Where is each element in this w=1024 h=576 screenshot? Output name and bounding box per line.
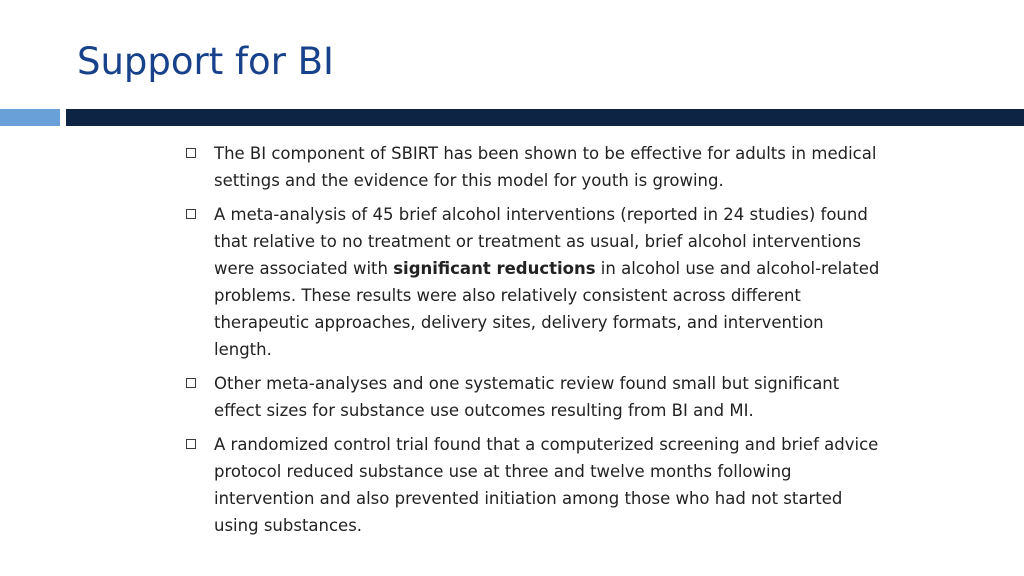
slide-title: Support for BI (77, 40, 334, 83)
title-band-accent (0, 109, 60, 126)
bullet-item (186, 201, 886, 363)
bullet-text: Other meta-analyses and one systematic review found small but significant effect sizes for substance use outcomes resulting from BI and MI. (214, 374, 840, 420)
bullet-list (186, 140, 886, 546)
bullet-text-part: in alcohol use and alcohol-related problems. These results were also relatively consistent across different therapeutic approaches, delivery sites, delivery formats, and intervention length. (214, 259, 880, 359)
bullet-item (186, 370, 886, 424)
bullet-text (214, 201, 886, 363)
bullet-item (186, 431, 886, 539)
square-bullet-icon (186, 439, 196, 449)
bullet-text: The BI component of SBIRT has been shown to be effective for adults in medical settings and the evidence for this model for youth is growing. (214, 144, 877, 190)
square-bullet-icon (186, 209, 196, 219)
bullet-emphasis: significant reductions (393, 259, 596, 278)
square-bullet-icon (186, 148, 196, 158)
title-band (66, 109, 1024, 126)
bullet-item (186, 140, 886, 194)
bullet-text-part: A meta-analysis of 45 brief alcohol interventions (reported in 24 studies) found that relative to no treatment or treatment as usual, brief alcohol interventions were associated with (214, 205, 868, 278)
square-bullet-icon (186, 378, 196, 388)
bullet-text: A randomized control trial found that a computerized screening and brief advice protocol reduced substance use at three and twelve months following intervention and also prevented initiation among those who had not started using substances. (214, 435, 879, 535)
